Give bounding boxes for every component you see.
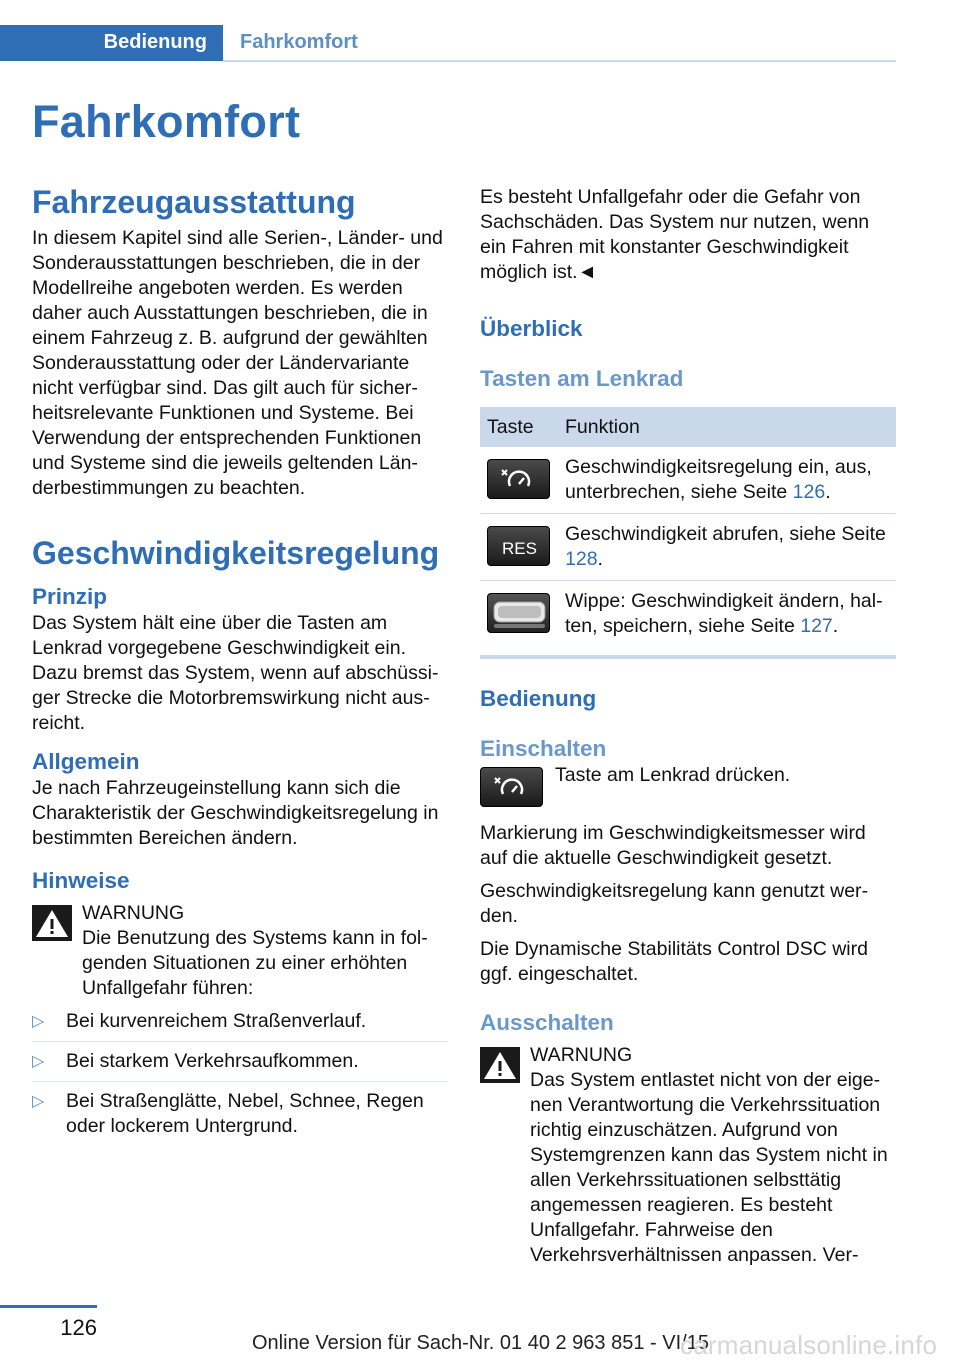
right-column <box>480 185 896 1268</box>
res-button-icon <box>487 526 550 566</box>
table-row <box>480 514 896 581</box>
warning-block <box>480 1043 896 1268</box>
heading-tasten-am-lenkrad: Tasten am Lenkrad <box>480 366 684 391</box>
bullet-list <box>32 1009 448 1146</box>
heading-geschwindigkeitsregelung: Geschwindigkeitsregelung <box>32 535 440 571</box>
warning-label: WARNUNG <box>530 1044 633 1066</box>
page-number: 126 <box>60 1315 97 1340</box>
left-column <box>32 182 448 1153</box>
paragraph-unfallgefahr: Es besteht Unfallgefahr oder die Gefahr von Sachschäden. Das System nur nutzen, wenn ein Fahren mit konstanter Geschwindigkeit möglich ist.◄ <box>480 186 870 283</box>
page-link[interactable]: 127 <box>800 615 833 637</box>
table-row <box>480 581 896 658</box>
svg-text:RES: RES <box>502 539 537 558</box>
warning-block <box>32 901 448 1001</box>
heading-ausschalten: Ausschalten <box>480 1010 614 1035</box>
triangle-bullet-icon: ▷ <box>32 1053 45 1070</box>
list-item: ▷ Bei kurvenreichem Straßenverlauf. <box>32 1009 448 1042</box>
warning-text: Das System entlastet nicht von der eigenen Verantwortung die Verkehrssituation richtig einzuschätzen. Aufgrund von Systemgrenzen kann das System nicht in allen Verkehrssituationen selbsttätig angemessen reagieren. Es besteht Unfallgefahr. Fahrweise den Verkehrsverhältnissen anpassen. Ver- <box>530 1069 888 1266</box>
list-item: ▷ Bei Straßenglätte, Nebel, Schnee, Regen oder lockerem Untergrund. <box>32 1090 424 1137</box>
heading-bedienung: Bedienung <box>480 686 597 711</box>
chapter-title: Fahrkomfort <box>32 96 301 147</box>
header-tab-bedienung[interactable]: Bedienung <box>0 25 223 61</box>
warning-triangle-icon <box>480 1047 520 1083</box>
heading-ueberblick: Überblick <box>480 316 583 341</box>
rocker-switch-icon <box>487 593 550 633</box>
triangle-bullet-icon: ▷ <box>32 1013 45 1030</box>
table-row <box>480 447 896 514</box>
list-item: ▷ Bei starkem Verkehrsaufkommen. <box>32 1049 448 1082</box>
table-header-taste: Taste <box>480 407 558 447</box>
table-cell-function: Geschwindigkeitsregelung ein, aus, unterbrechen, siehe Seite 126. <box>558 447 896 514</box>
header-tab-fahrkomfort[interactable]: Fahrkomfort <box>240 31 358 53</box>
warning-label: WARNUNG <box>82 902 185 924</box>
table-cell-function: Wippe: Geschwindigkeit ändern, halten, speichern, siehe Seite 127. <box>558 581 896 658</box>
cruise-control-button-icon <box>487 459 550 499</box>
einschalten-block <box>480 763 896 815</box>
paragraph-prinzip: Das System hält eine über die Tasten am Lenkrad vorgegebene Geschwindigkeit ein. Dazu bremst das System, wenn auf abschüssiger Strecke die Motorbremswirkung nicht ausreicht. <box>32 612 439 734</box>
cruise-control-button-icon <box>480 767 543 807</box>
heading-prinzip: Prinzip <box>32 584 108 609</box>
paragraph-taste-druecken: Taste am Lenkrad drücken. <box>555 764 791 786</box>
paragraph-allgemein: Je nach Fahrzeugeinstellung kann sich die Charakteristik der Geschwindigkeitsregelung in bestimmten Bereichen ändern. <box>32 777 439 849</box>
table-header-funktion: Funktion <box>558 407 896 447</box>
paragraph-markierung: Markierung im Geschwindigkeitsmesser wird auf die aktuelle Geschwindigkeit gesetzt. <box>480 822 866 869</box>
heading-hinweise: Hinweise <box>32 868 130 893</box>
footer-version-text: Online Version für Sach-Nr. 01 40 2 963 851 - VI/15 <box>252 1332 709 1354</box>
footer-divider <box>0 1305 97 1308</box>
table-cell-function: Geschwindigkeit abrufen, siehe Seite 128. <box>558 514 896 581</box>
paragraph-fahrzeugausstattung: In diesem Kapitel sind alle Serien-, Länder- und Sonderausstattungen beschrieben, die in der Modellreihe angeboten werden. Es werden daher auch Ausstattungen beschrieben, die in einem Fahrzeug z. B. aufgrund der gewählten Sonderausstattung oder der Ländervariante nicht verfügbar sind. Das gilt auch für sicherheitsrelevante Funktionen und Systeme. Bei Verwendung der entsprechenden Funktionen und Systeme sind die jeweils geltenden Länderbestimmungen zu beachten. <box>32 227 443 499</box>
heading-einschalten: Einschalten <box>480 736 607 761</box>
page-link[interactable]: 128 <box>565 548 598 570</box>
warning-triangle-icon <box>32 905 72 941</box>
heading-allgemein: Allgemein <box>32 749 140 774</box>
paragraph-dsc: Die Dynamische Stabilitäts Control DSC wird ggf. eingeschaltet. <box>480 938 868 985</box>
keys-table <box>480 407 896 659</box>
paragraph-genutzt: Geschwindigkeitsregelung kann genutzt werden. <box>480 880 869 927</box>
heading-fahrzeugausstattung: Fahrzeugausstattung <box>32 184 356 220</box>
header-divider <box>223 60 896 62</box>
page-link[interactable]: 126 <box>792 481 826 503</box>
triangle-bullet-icon: ▷ <box>32 1093 45 1110</box>
warning-text: Die Benutzung des Systems kann in folgenden Situationen zu einer erhöhten Unfallgefahr führen: <box>82 927 428 999</box>
watermark: carmanualsonline.info <box>680 1330 938 1360</box>
